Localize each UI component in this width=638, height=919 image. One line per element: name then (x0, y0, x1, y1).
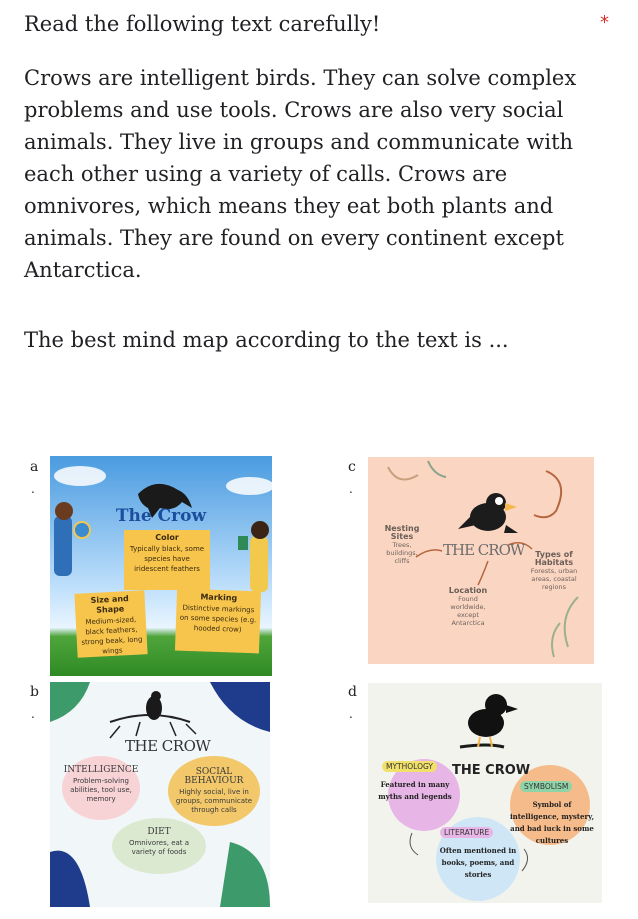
bubble-social-behaviour-heading: SOCIAL BEHAVIOUR (184, 767, 244, 786)
note-marking-heading: Marking (200, 592, 238, 603)
bubble-intelligence-heading: INTELLIGENCE (63, 765, 139, 775)
required-asterisk: * (600, 12, 609, 33)
node-symbolism-text: Symbol of intelligence, mystery, and bad luck in some cultures (509, 800, 595, 845)
label-nesting-sites-heading: Nesting Sites (384, 524, 420, 541)
label-nesting-sites (380, 525, 424, 565)
bubble-social-behaviour-text: Highly social, live in groups, communicate through calls (175, 788, 253, 814)
question-title: Read the following text carefully! (24, 12, 381, 36)
option-d-title: THE CROW (452, 763, 531, 778)
node-mythology-heading: MYTHOLOGY (382, 761, 437, 772)
label-location-heading: Location (448, 586, 488, 595)
note-color-text: Typically black, some species have iridescent feathers (129, 545, 205, 573)
note-size-shape-heading: Size and Shape (90, 594, 130, 615)
note-color-heading: Color (155, 533, 179, 542)
option-b-letter: b (30, 684, 39, 700)
option-d-dot: . (349, 707, 353, 721)
option-b-title: THE CROW (125, 737, 211, 755)
option-a-title: The Crow (115, 506, 207, 526)
bubble-diet (112, 818, 206, 874)
option-c-image[interactable] (368, 457, 594, 664)
bubble-intelligence (62, 756, 140, 820)
bubble-diet-heading: DIET (147, 827, 171, 837)
label-types-habitats-text: Forests, urban areas, coastal regions (530, 567, 578, 591)
label-types-habitats (526, 551, 582, 591)
label-nesting-sites-text: Trees, buildings, cliffs (386, 541, 418, 565)
note-color (124, 530, 210, 590)
bubble-intelligence-text: Problem-solving abilities, tool use, memory (70, 777, 132, 803)
label-location-text: Found worldwide, except Antarctica (450, 595, 486, 627)
option-d-letter: d (348, 684, 357, 700)
option-c-title: THE CROW (443, 541, 525, 559)
node-mythology-text: Featured in many myths and legends (378, 780, 452, 801)
option-b-image[interactable] (50, 682, 270, 907)
node-symbolism-heading: SYMBOLISM (520, 781, 572, 792)
note-marking-text: Distinctive markings on some species (e.g. hooded crow) (179, 603, 257, 634)
option-d-image[interactable] (368, 683, 602, 903)
question-prompt: The best mind map according to the text is ... (24, 328, 509, 352)
option-a-letter: a (30, 459, 39, 475)
label-location (440, 587, 496, 627)
option-a-image[interactable] (50, 456, 272, 676)
reading-passage: Crows are intelligent birds. They can solve complex problems and use tools. Crows are also very social animals. They live in groups and communicate with each other using a variety of calls. Crows are omnivores, which means they eat both plants and animals. They are found on every continent except Antarctica. (24, 66, 577, 282)
option-c-dot: . (349, 482, 353, 496)
label-types-habitats-heading: Types of Habitats (534, 550, 574, 567)
node-literature-text: Often mentioned in books, poems, and stories (439, 846, 517, 879)
bubble-diet-text: Omnivores, eat a variety of foods (128, 839, 190, 856)
note-size-shape (74, 590, 147, 658)
bubble-social-behaviour (168, 756, 260, 826)
option-c-letter: c (348, 459, 356, 475)
option-b-dot: . (31, 707, 35, 721)
note-size-shape-text: Medium-sized, black feathers, strong beak, long wings (81, 615, 143, 656)
node-literature-heading: LITERATURE (440, 827, 493, 838)
note-marking (175, 589, 261, 654)
option-a-dot: . (31, 482, 35, 496)
